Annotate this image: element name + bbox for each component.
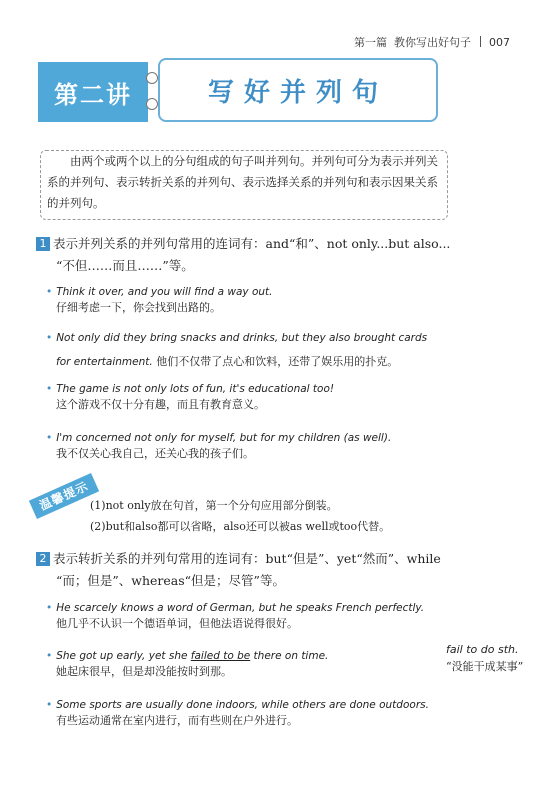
tip-item: (1)not only放在句首，第一个分句应用部分倒装。 — [90, 499, 338, 512]
example-2 — [46, 330, 427, 370]
page-header — [354, 34, 510, 50]
example-cn: 她起床很早，但是却没能按时到那。 — [56, 665, 232, 678]
example-5 — [46, 600, 424, 632]
example-cn: 仔细考虑一下，你会找到出路的。 — [56, 301, 221, 314]
side-note-en: fail to do sth. — [446, 643, 519, 656]
tip-item: (2)but和also都可以省略，also还可以被as well或too代替。 — [90, 520, 391, 533]
example-cn: 他几乎不认识一个德语单词，但他法语说得很好。 — [56, 617, 298, 630]
section-1-line1: 表示并列关系的并列句常用的连词有：and“和”、not only...but also... — [53, 236, 451, 251]
side-note-cn: “没能干成某事” — [446, 660, 524, 673]
section-2-number: 2 — [36, 552, 50, 566]
example-cn: 这个游戏不仅十分有趣，而且有教育意义。 — [56, 398, 265, 411]
page-number: 007 — [489, 36, 510, 49]
example-en-pre: She got up early, yet she — [56, 650, 191, 662]
example-4 — [46, 430, 391, 462]
example-en: • He scarcely knows a word of German, but he speaks French perfectly. — [46, 600, 424, 616]
example-en: • I'm concerned not only for myself, but for my children (as well). — [46, 430, 391, 446]
header-book: 教你写出好句子 — [394, 36, 471, 49]
example-cn: 我不仅关心我自己，还关心我的孩子们。 — [56, 447, 254, 460]
binder-ring — [146, 98, 158, 110]
example-cn: 有些运动通常在室内进行，而有些则在户外进行。 — [56, 714, 298, 727]
example-en-post: there on time. — [250, 650, 329, 662]
lecture-badge: 第二讲 — [38, 62, 148, 122]
example-en — [46, 648, 328, 664]
section-2-line1: 表示转折关系的并列句常用的连词有：but“但是”、yet“然而”、while — [53, 551, 441, 566]
example-3 — [46, 381, 334, 413]
example-cn: 他们不仅带了点心和饮料，还带了娱乐用的扑克。 — [156, 355, 399, 368]
example-en: • Think it over, and you will find a way out. — [46, 284, 272, 300]
section-1-number: 1 — [36, 237, 50, 251]
example-en: • Some sports are usually done indoors, while others are done outdoors. — [46, 697, 429, 713]
example-1 — [46, 284, 272, 316]
section-1-line2: “不但……而且……”等。 — [56, 258, 194, 273]
example-7 — [46, 697, 429, 729]
underlined-phrase: failed to be — [190, 650, 251, 662]
header-part: 第一篇 — [354, 36, 387, 49]
example-en-cont: for entertainment. — [56, 356, 153, 368]
tip-badge: 温馨提示 — [29, 473, 99, 519]
header-divider — [480, 36, 481, 47]
section-2-line2: “而；但是”、whereas“但是；尽管”等。 — [56, 573, 285, 588]
section-2-heading — [36, 548, 441, 592]
section-1-heading — [36, 233, 450, 277]
example-en: • Not only did they bring snacks and drinks, but they also brought cards — [46, 330, 427, 346]
example-en: • The game is not only lots of fun, it's educational too! — [46, 381, 334, 397]
example-6 — [46, 648, 328, 680]
intro-box: 由两个或两个以上的分句组成的句子叫并列句。并列句可分为表示并列关系的并列句、表示转折关系的并列句、表示选择关系的并列句和表示因果关系的并列句。 — [40, 150, 448, 220]
binder-ring — [146, 72, 158, 84]
lecture-title: 写好并列句 — [158, 58, 438, 122]
side-note — [446, 641, 542, 675]
